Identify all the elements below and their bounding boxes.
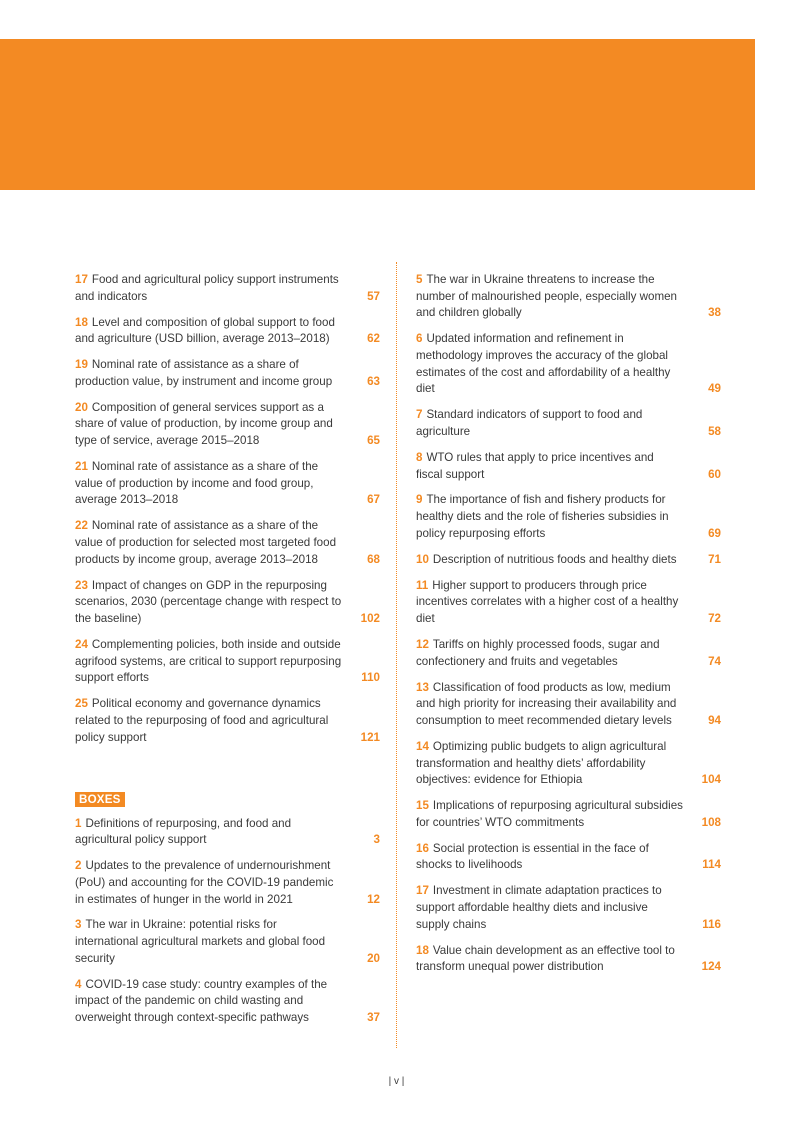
box-page-number: 20 <box>367 951 380 965</box>
figure-number: 21 <box>75 460 88 474</box>
left-column <box>75 272 380 1036</box>
box-entry[interactable] <box>75 858 380 908</box>
figure-number: 18 <box>75 315 88 329</box>
box-number: 6 <box>416 332 423 346</box>
figure-page-number: 65 <box>367 434 380 448</box>
figure-number: 19 <box>75 358 88 372</box>
box-entry[interactable] <box>416 637 721 670</box>
figure-title: Composition of general services support as a share of value of production, by income group and type of service, average 2015–2018 <box>75 400 333 448</box>
figure-page-number: 110 <box>361 671 380 685</box>
figure-number: 22 <box>75 519 88 533</box>
figure-entry[interactable] <box>75 272 380 305</box>
box-entry[interactable] <box>416 450 721 483</box>
box-title: Description of nutritious foods and healthy diets <box>432 552 677 566</box>
box-title: Definitions of repurposing, and food and agricultural policy support <box>75 816 292 847</box>
figure-page-number: 102 <box>360 612 380 626</box>
box-title: Social protection is essential in the face of shocks to livelihoods <box>416 841 649 872</box>
boxes-list-right <box>416 272 721 976</box>
box-number: 2 <box>75 859 82 873</box>
box-page-number: 37 <box>367 1011 380 1025</box>
figure-entry[interactable] <box>75 315 380 348</box>
box-title: Higher support to producers through price incentives correlates with a higher cost of a healthy diet <box>416 578 679 626</box>
box-entry[interactable] <box>75 917 380 967</box>
box-page-number: 71 <box>708 552 721 566</box>
figure-entry[interactable] <box>75 518 380 568</box>
figure-title: Nominal rate of assistance as a share of production value, by instrument and income group <box>75 358 333 388</box>
page-number: | v | <box>388 1076 405 1087</box>
box-title: Tariffs on highly processed foods, sugar and confectionery and fruits and vegetables <box>416 637 660 668</box>
figure-entry[interactable] <box>75 696 380 746</box>
box-entry[interactable] <box>416 883 721 933</box>
figure-number: 23 <box>75 578 88 592</box>
figure-entry[interactable] <box>75 459 380 509</box>
box-page-number: 104 <box>701 773 721 787</box>
figure-page-number: 67 <box>367 493 380 507</box>
box-page-number: 124 <box>701 960 721 974</box>
box-number: 17 <box>416 884 429 898</box>
figure-title: Complementing policies, both inside and outside agrifood systems, are critical to support repurposing support efforts <box>75 637 342 685</box>
box-title: The importance of fish and fishery products for healthy diets and the role of fisheries subsidies in policy repurposing efforts <box>416 493 669 540</box>
box-entry[interactable] <box>416 492 721 542</box>
figure-number: 24 <box>75 637 88 651</box>
box-title: Updates to the prevalence of undernourishment (PoU) and accounting for the COVID-19 pandemic in estimates of hunger in the world in 2021 <box>75 859 334 906</box>
figure-page-number: 62 <box>367 332 380 346</box>
box-entry[interactable] <box>75 816 380 849</box>
box-page-number: 38 <box>708 306 721 320</box>
box-entry[interactable] <box>416 578 721 628</box>
figure-title: Impact of changes on GDP in the repurposing scenarios, 2030 (percentage change with respect to the baseline) <box>75 578 342 626</box>
box-number: 13 <box>416 680 429 694</box>
box-number: 14 <box>416 739 429 753</box>
box-page-number: 116 <box>702 917 721 931</box>
box-number: 5 <box>416 273 423 286</box>
figure-entry[interactable] <box>75 357 380 390</box>
boxes-list-left <box>75 816 380 1027</box>
box-number: 9 <box>416 493 423 507</box>
box-title: Investment in climate adaptation practices to support affordable healthy diets and inclusive supply chains <box>416 884 662 931</box>
box-number: 3 <box>75 918 82 932</box>
box-page-number: 58 <box>708 425 721 438</box>
figure-title: Political economy and governance dynamics related to the repurposing of food and agricultural policy support <box>75 697 329 744</box>
figure-number: 20 <box>75 400 88 414</box>
boxes-heading: BOXES <box>75 792 125 807</box>
box-title: WTO rules that apply to price incentives and fiscal support <box>416 450 654 481</box>
box-page-number: 72 <box>708 612 721 626</box>
box-entry[interactable] <box>416 407 721 440</box>
box-page-number: 49 <box>708 382 721 396</box>
box-entry[interactable] <box>416 272 721 322</box>
box-title: The war in Ukraine: potential risks for international agricultural markets and global food security <box>75 918 326 965</box>
box-number: 4 <box>75 977 82 991</box>
box-entry[interactable] <box>416 798 721 831</box>
box-page-number: 60 <box>708 467 721 481</box>
box-number: 15 <box>416 799 429 813</box>
figures-list <box>75 272 380 746</box>
box-title: Standard indicators of support to food and agriculture <box>416 408 643 438</box>
box-number: 1 <box>75 816 82 830</box>
box-page-number: 12 <box>367 892 380 906</box>
box-entry[interactable] <box>416 841 721 874</box>
box-page-number: 114 <box>702 858 721 872</box>
box-page-number: 94 <box>708 713 721 727</box>
box-title: Value chain development as an effective tool to transform unequal power distribution <box>416 943 675 974</box>
box-number: 11 <box>416 578 429 592</box>
box-title: The war in Ukraine threatens to increase the number of malnourished people, especially women and children globally <box>416 273 678 320</box>
box-number: 8 <box>416 450 423 464</box>
figure-title: Level and composition of global support to food and agriculture (USD billion, average 2013–2018) <box>75 315 335 346</box>
box-page-number: 74 <box>708 654 721 668</box>
box-number: 16 <box>416 841 429 855</box>
box-page-number: 69 <box>708 526 721 540</box>
box-entry[interactable] <box>416 552 721 569</box>
box-title: Classification of food products as low, medium and high priority for increasing their availability and consumption to meet recommended dietary levels <box>416 680 677 727</box>
box-entry[interactable] <box>416 739 721 789</box>
box-title: Implications of repurposing agricultural subsidies for countries’ WTO commitments <box>416 799 683 829</box>
figure-title: Nominal rate of assistance as a share of the value of production by income and food group, average 2013–2018 <box>75 460 319 507</box>
box-entry[interactable] <box>416 680 721 730</box>
box-title: COVID-19 case study: country examples of the impact of the pandemic on child wasting and overweight through context-specific pathways <box>75 977 328 1025</box>
figure-page-number: 121 <box>360 730 380 744</box>
figure-title: Food and agricultural policy support instruments and indicators <box>75 273 339 303</box>
box-title: Updated information and refinement in methodology improves the accuracy of the global estimates of the cost and affordability of a healthy diet <box>416 332 671 396</box>
box-number: 18 <box>416 943 429 957</box>
figure-number: 25 <box>75 697 88 711</box>
figure-entry[interactable] <box>75 578 380 628</box>
header-banner <box>0 39 755 190</box>
figure-title: Nominal rate of assistance as a share of the value of production for selected most targeted food products by income group, average 2013–2018 <box>75 519 337 566</box>
box-page-number: 108 <box>701 815 721 829</box>
box-page-number: 3 <box>373 833 380 847</box>
box-entry[interactable] <box>416 331 721 398</box>
figure-number: 17 <box>75 273 88 286</box>
box-entry[interactable] <box>416 943 721 976</box>
box-number: 12 <box>416 637 429 651</box>
box-number: 10 <box>416 552 429 566</box>
box-title: Optimizing public budgets to align agricultural transformation and healthy diets’ affordability objectives: evidence for Ethiopia <box>416 739 667 787</box>
figure-entry[interactable] <box>75 637 380 687</box>
column-divider <box>396 262 397 1048</box>
figure-page-number: 63 <box>367 374 380 388</box>
figure-page-number: 57 <box>367 289 380 303</box>
figure-entry[interactable] <box>75 400 380 450</box>
box-entry[interactable] <box>75 977 380 1027</box>
figure-page-number: 68 <box>367 552 380 566</box>
box-number: 7 <box>416 408 423 422</box>
right-column <box>416 272 721 985</box>
